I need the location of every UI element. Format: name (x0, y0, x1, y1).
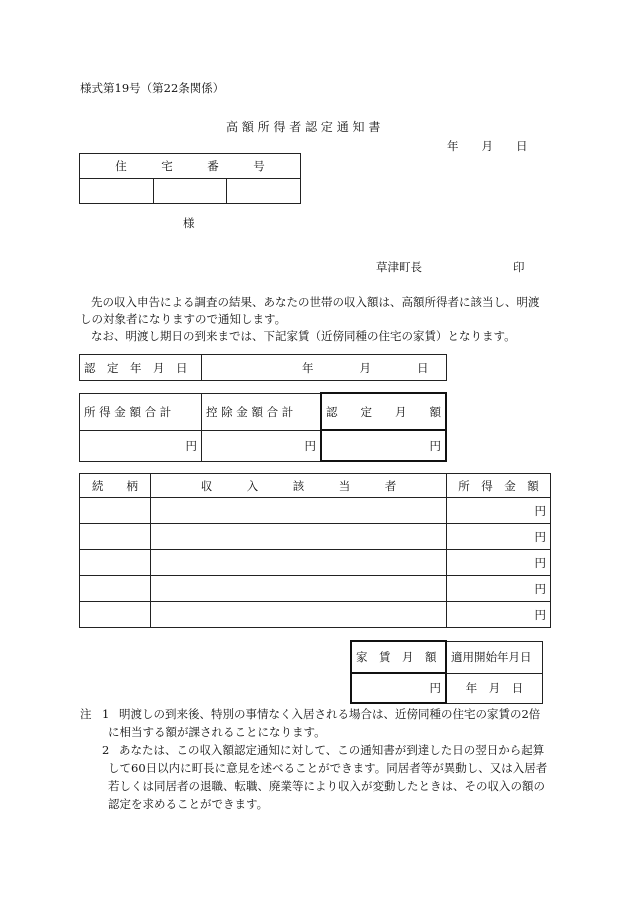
yen-unit: 円 (534, 555, 546, 570)
table-row (80, 550, 551, 576)
note-2-line4: 認定を求めることができます。 (108, 797, 269, 811)
note-2-line3: 若しくは同居者の退職、転職、廃業等により収入が変動したときは、その収入の額の (108, 779, 545, 793)
income-amount-cell[interactable] (447, 498, 551, 524)
earner-cell[interactable] (151, 602, 447, 628)
seal-mark: 印 (513, 260, 525, 274)
monthly-rent-value[interactable] (351, 673, 446, 703)
note-1-line1: 明渡しの到来後、特別の事情なく入居される場合は、近傍同種の住宅の家賃の2倍 (119, 707, 541, 721)
house-number-label: 住 宅 番 号 (80, 154, 301, 179)
recipient-suffix: 様 (183, 216, 195, 230)
household-table (79, 473, 551, 628)
relationship-cell[interactable] (80, 576, 151, 602)
earner-cell[interactable] (151, 576, 447, 602)
certified-monthly-value[interactable] (321, 430, 446, 461)
earner-header: 収 入 該 当 者 (151, 474, 447, 498)
table-row (80, 498, 551, 524)
yen-unit: 円 (534, 503, 546, 518)
yen-unit: 円 (534, 529, 546, 544)
yen-unit: 円 (185, 438, 197, 453)
earner-cell[interactable] (151, 550, 447, 576)
income-table (79, 392, 447, 462)
body-para1-line2: しの対象者になりますので通知します。 (80, 312, 287, 326)
body-para2: なお、明渡し期日の到来までは、下記家賃（近傍同種の住宅の家賃）となります。 (91, 329, 516, 343)
note-2-line1: あなたは、この収入額認定通知に対して、この通知書が到達した日の翌日から起算 (119, 743, 545, 757)
yen-unit: 円 (429, 681, 441, 695)
cert-date-table (79, 354, 447, 381)
monthly-rent-header: 家 賃 月 額 (351, 641, 446, 673)
table-row (80, 524, 551, 550)
house-number-cell-1[interactable] (80, 179, 154, 204)
yen-unit: 円 (534, 581, 546, 596)
income-amount-cell[interactable] (447, 576, 551, 602)
note-1-number: 1 (102, 707, 110, 721)
relationship-header: 続 柄 (80, 474, 151, 498)
income-total-header: 所 得 金 額 合 計 (80, 393, 202, 430)
earner-cell[interactable] (151, 498, 447, 524)
house-number-table (79, 153, 301, 204)
house-number-cell-3[interactable] (227, 179, 301, 204)
relationship-cell[interactable] (80, 550, 151, 576)
cert-date-label: 認 定 年 月 日 (80, 355, 202, 381)
cert-date-value[interactable]: 年 月 日 (202, 355, 447, 381)
income-amount-header: 所 得 金 額 (447, 474, 551, 498)
form-number: 様式第19号（第22条関係） (80, 81, 225, 95)
issue-date: 年 月 日 (447, 139, 528, 153)
table-row (80, 576, 551, 602)
yen-unit: 円 (534, 607, 546, 622)
body-para1-line1: 先の収入申告による調査の結果、あなたの世帯の収入額は、高額所得者に該当し、明渡 (91, 295, 540, 309)
income-amount-cell[interactable] (447, 550, 551, 576)
income-amount-cell[interactable] (447, 602, 551, 628)
document-title: 高 額 所 得 者 認 定 通 知 書 (226, 120, 381, 134)
table-row (80, 602, 551, 628)
rent-table (350, 640, 543, 704)
start-date-value[interactable]: 年 月 日 (446, 673, 543, 703)
income-amount-cell[interactable] (447, 524, 551, 550)
issuer-name: 草津町長 (376, 260, 422, 274)
relationship-cell[interactable] (80, 524, 151, 550)
note-2-line2: して60日以内に町長に意見を述べることができます。同居者等が異動し、又は入居者 (108, 761, 548, 775)
relationship-cell[interactable] (80, 602, 151, 628)
deduction-total-header: 控 除 金 額 合 計 (202, 393, 322, 430)
earner-cell[interactable] (151, 524, 447, 550)
yen-unit: 円 (429, 438, 441, 453)
start-date-header: 適用開始年月日 (446, 641, 543, 673)
note-2-number: 2 (102, 743, 110, 757)
relationship-cell[interactable] (80, 498, 151, 524)
note-1-line2: に相当する額が課されることになります。 (108, 725, 326, 739)
notes-prefix: 注 (80, 707, 92, 721)
yen-unit: 円 (304, 438, 316, 453)
certified-monthly-header: 認 定 月 額 (321, 393, 446, 430)
income-total-value[interactable] (80, 430, 202, 461)
house-number-cell-2[interactable] (153, 179, 227, 204)
deduction-total-value[interactable] (202, 430, 322, 461)
